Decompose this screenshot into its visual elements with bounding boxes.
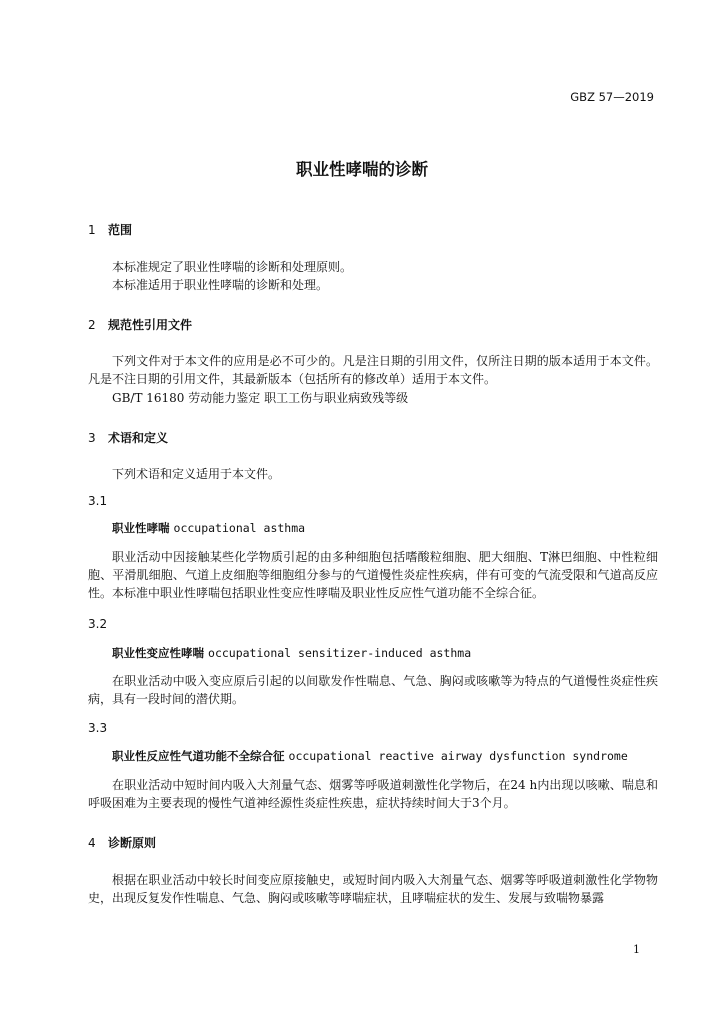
document-title: 职业性哮喘的诊断 xyxy=(296,160,428,179)
term-chinese: 职业性反应性气道功能不全综合征 xyxy=(112,749,285,763)
section-title: 术语和定义 xyxy=(108,431,169,445)
term-3-1 xyxy=(88,519,682,537)
term-chinese: 职业性变应性哮喘 xyxy=(112,646,204,660)
section-4-heading xyxy=(88,834,658,852)
section-3-paragraph-1: 下列术语和定义适用于本文件。 xyxy=(112,467,281,481)
section-2-heading xyxy=(88,316,658,334)
term-3-2 xyxy=(88,644,682,662)
term-3-3 xyxy=(88,747,682,765)
page-number: 1 xyxy=(633,943,640,956)
section-number: 3 xyxy=(88,431,96,445)
section-title: 规范性引用文件 xyxy=(108,318,193,332)
section-number: 2 xyxy=(88,318,96,332)
term-chinese: 职业性哮喘 xyxy=(112,521,170,535)
normative-reference: GB/T 16180 劳动能力鉴定 职工工伤与职业病致残等级 xyxy=(112,391,409,405)
term-3-2-definition: 在职业活动中吸入变应原后引起的以间歇发作性喘息、气急、胸闷或咳嗽等为特点的气道慢性炎症性疾病，具有一段时间的潜伏期。 xyxy=(88,674,658,706)
term-english: occupational sensitizer-induced asthma xyxy=(208,646,472,660)
section-3-heading xyxy=(88,429,658,447)
section-2-paragraph-1: 下列文件对于本文件的应用是必不可少的。凡是注日期的引用文件，仅所注日期的版本适用于本文件。凡是不注日期的引用文件，其最新版本（包括所有的修改单）适用于本文件。 xyxy=(88,354,658,386)
section-number: 1 xyxy=(88,223,96,237)
section-number: 4 xyxy=(88,836,96,850)
clause-3-2-number: 3.2 xyxy=(88,617,108,631)
section-1-paragraph-2: 本标准适用于职业性哮喘的诊断和处理。 xyxy=(112,278,329,292)
term-3-3-definition: 在职业活动中短时间内吸入大剂量气态、烟雾等呼吸道刺激性化学物后，在24 h内出现以咳嗽、喘息和呼吸困难为主要表现的慢性气道神经源性炎症性疾患，症状持续时间大于3个月。 xyxy=(88,778,658,810)
section-4-paragraph-1: 根据在职业活动中较长时间变应原接触史，或短时间内吸入大剂量气态、烟雾等呼吸道刺激性化学物物史，出现反复发作性喘息、气急、胸闷或咳嗽等哮喘症状，且哮喘症状的发生、发展与致喘物暴露 xyxy=(88,873,658,905)
section-title: 范围 xyxy=(108,223,133,237)
clause-3-1-number: 3.1 xyxy=(88,494,108,508)
clause-3-3-number: 3.3 xyxy=(88,721,108,735)
term-english: occupational reactive airway dysfunction syndrome xyxy=(288,749,628,763)
section-title: 诊断原则 xyxy=(108,836,157,850)
section-1-paragraph-1: 本标准规定了职业性哮喘的诊断和处理原则。 xyxy=(112,260,353,274)
section-1-heading xyxy=(88,221,658,239)
term-3-1-definition: 职业活动中因接触某些化学物质引起的由多种细胞包括嗜酸粒细胞、肥大细胞、T淋巴细胞、中性粒细胞、平滑肌细胞、气道上皮细胞等细胞组分参与的气道慢性炎症性疾病，伴有可变的气流受限和气道高反应性。本标准中职业性哮喘包括职业性变应性哮喘及职业性反应性气道功能不全综合征。 xyxy=(88,550,658,600)
standard-code: GBZ 57—2019 xyxy=(570,90,654,104)
term-english: occupational asthma xyxy=(173,521,306,535)
